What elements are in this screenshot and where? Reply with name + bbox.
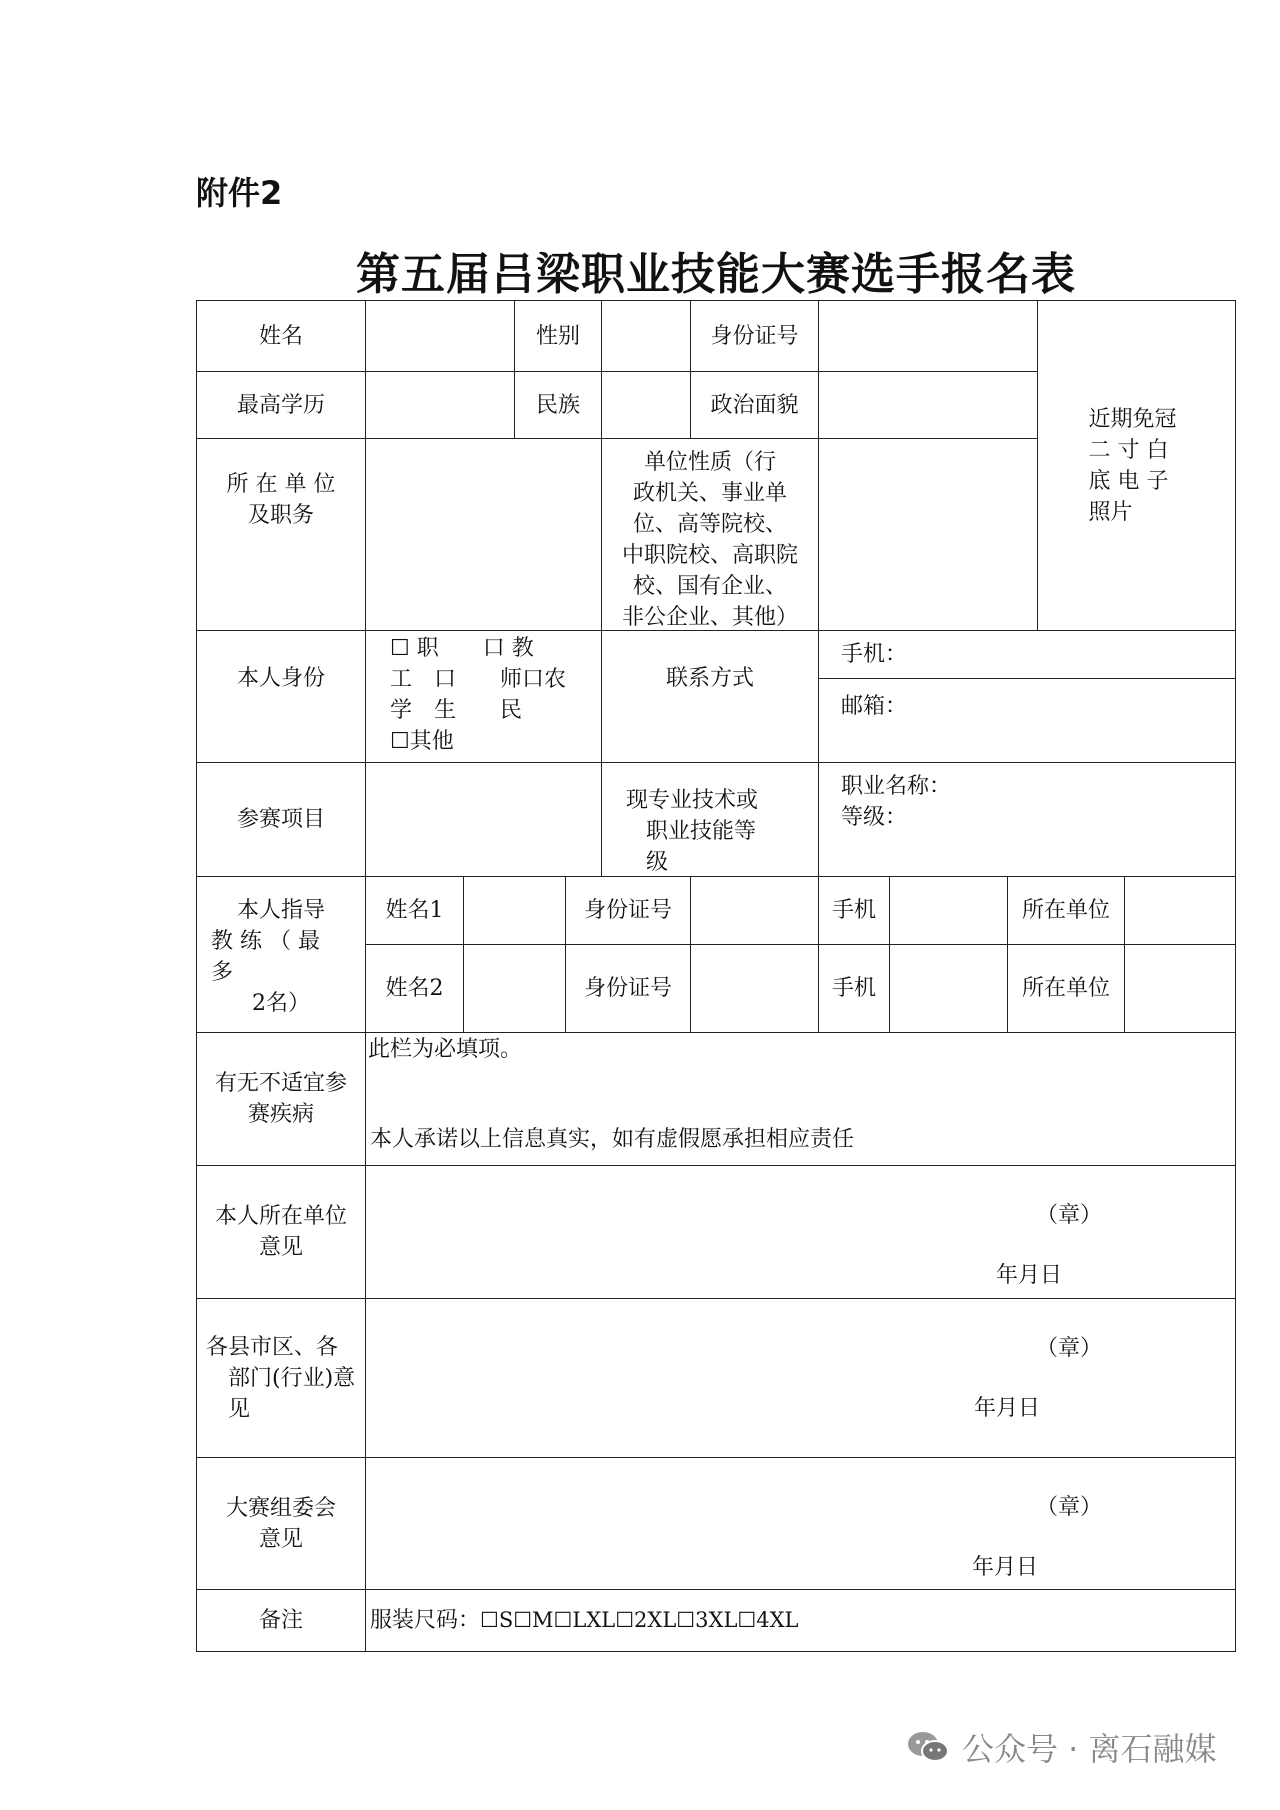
label-remarks: 备注 xyxy=(196,1589,366,1652)
photo-line-2: 二 寸 白 xyxy=(1088,437,1169,463)
size-label: 服装尺码： xyxy=(370,1608,481,1633)
field-unit-nature[interactable] xyxy=(818,438,1038,631)
photo-box[interactable] xyxy=(1037,300,1236,631)
county-date: 年月日 xyxy=(974,1396,1041,1421)
label-disease: 有无不适宜参 赛疾病 xyxy=(196,1032,366,1166)
field-county-opinion[interactable] xyxy=(365,1298,1236,1458)
field-phone[interactable]: 手机： xyxy=(818,630,1236,679)
field-id-number[interactable] xyxy=(818,300,1038,372)
field-coach1-id[interactable] xyxy=(690,876,819,945)
label-ethnicity: 民族 xyxy=(514,371,602,439)
field-email[interactable]: 邮箱： xyxy=(818,678,1236,763)
photo-line-1: 近期免冠 xyxy=(1088,406,1177,432)
unit-seal: （章） xyxy=(1036,1203,1103,1228)
field-coach2-phone[interactable] xyxy=(889,944,1008,1033)
field-ethnicity[interactable] xyxy=(601,371,691,439)
label-unit-opinion: 本人所在单位 意见 xyxy=(196,1165,366,1299)
label-skill-level: 现专业技术或 职业技能等 级 xyxy=(601,762,819,877)
label-coach1-phone: 手机 xyxy=(818,876,890,945)
size-options[interactable]: ☐S☐M☐LXL☐2XL☐3XL☐4XL xyxy=(480,1608,799,1632)
watermark-text: 公众号 · 离石融媒 xyxy=(962,1730,1217,1768)
label-political: 政治面貌 xyxy=(690,371,819,439)
field-coach1-unit[interactable] xyxy=(1124,876,1236,945)
label-contact: 联系方式 xyxy=(601,630,819,763)
field-coach1-name[interactable] xyxy=(463,876,566,945)
photo-line-4: 照片 xyxy=(1088,499,1133,525)
label-coach2-name: 姓名2 xyxy=(365,944,464,1033)
form-title: 第五届吕梁职业技能大赛选手报名表 xyxy=(356,249,1076,300)
county-seal: （章） xyxy=(1036,1336,1103,1361)
label-coach2-id: 身份证号 xyxy=(565,944,691,1033)
field-job-title-grade[interactable]: 职业名称： 等级： xyxy=(818,762,1236,877)
field-unit-opinion[interactable] xyxy=(365,1165,1236,1299)
attachment-label: 附件2 xyxy=(196,174,283,212)
field-name[interactable] xyxy=(365,300,515,372)
field-gender[interactable] xyxy=(601,300,691,372)
required-note: 此栏为必填项。 xyxy=(368,1037,523,1062)
label-coach1-name: 姓名1 xyxy=(365,876,464,945)
label-coach1-id: 身份证号 xyxy=(565,876,691,945)
label-coach2-phone: 手机 xyxy=(818,944,890,1033)
label-unit-nature: 单位性质（行 政机关、事业单 位、高等院校、 中职院校、高职院 校、国有企业、 非公企业、其他） xyxy=(601,438,819,631)
label-committee-opinion: 大赛组委会 意见 xyxy=(196,1457,366,1590)
label-name: 姓名 xyxy=(196,300,366,372)
promise-text: 本人承诺以上信息真实，如有虚假愿承担相应责任 xyxy=(370,1127,855,1152)
field-unit-position[interactable] xyxy=(365,438,602,631)
label-coach: 本人指导 教 练 （ 最 多 2名） xyxy=(196,876,366,1033)
field-committee-opinion[interactable] xyxy=(365,1457,1236,1590)
field-event[interactable] xyxy=(365,762,602,877)
label-coach2-unit: 所在单位 xyxy=(1007,944,1125,1033)
label-unit-position: 所 在 单 位 及职务 xyxy=(196,438,366,631)
wechat-icon xyxy=(906,1729,950,1765)
field-coach1-phone[interactable] xyxy=(889,876,1008,945)
label-event: 参赛项目 xyxy=(196,762,366,877)
field-coach2-id[interactable] xyxy=(690,944,819,1033)
unit-date: 年月日 xyxy=(996,1263,1063,1288)
label-id-number: 身份证号 xyxy=(690,300,819,372)
label-identity: 本人身份 xyxy=(196,630,366,763)
identity-options[interactable]: ☐ 职 口 教 工 口 师口农 学 生 民 ☐其他 xyxy=(365,630,602,763)
label-gender: 性别 xyxy=(514,300,602,372)
watermark xyxy=(906,1724,1217,1770)
field-political[interactable] xyxy=(818,371,1038,439)
field-coach2-name[interactable] xyxy=(463,944,566,1033)
field-clothing-size[interactable] xyxy=(365,1589,1236,1652)
committee-date: 年月日 xyxy=(972,1555,1039,1580)
label-county-opinion: 各县市区、各 部门(行业)意 见 xyxy=(196,1298,366,1458)
label-coach1-unit: 所在单位 xyxy=(1007,876,1125,945)
field-coach2-unit[interactable] xyxy=(1124,944,1236,1033)
field-education[interactable] xyxy=(365,371,515,439)
label-education: 最高学历 xyxy=(196,371,366,439)
committee-seal: （章） xyxy=(1036,1495,1103,1520)
photo-line-3: 底 电 子 xyxy=(1088,468,1169,494)
